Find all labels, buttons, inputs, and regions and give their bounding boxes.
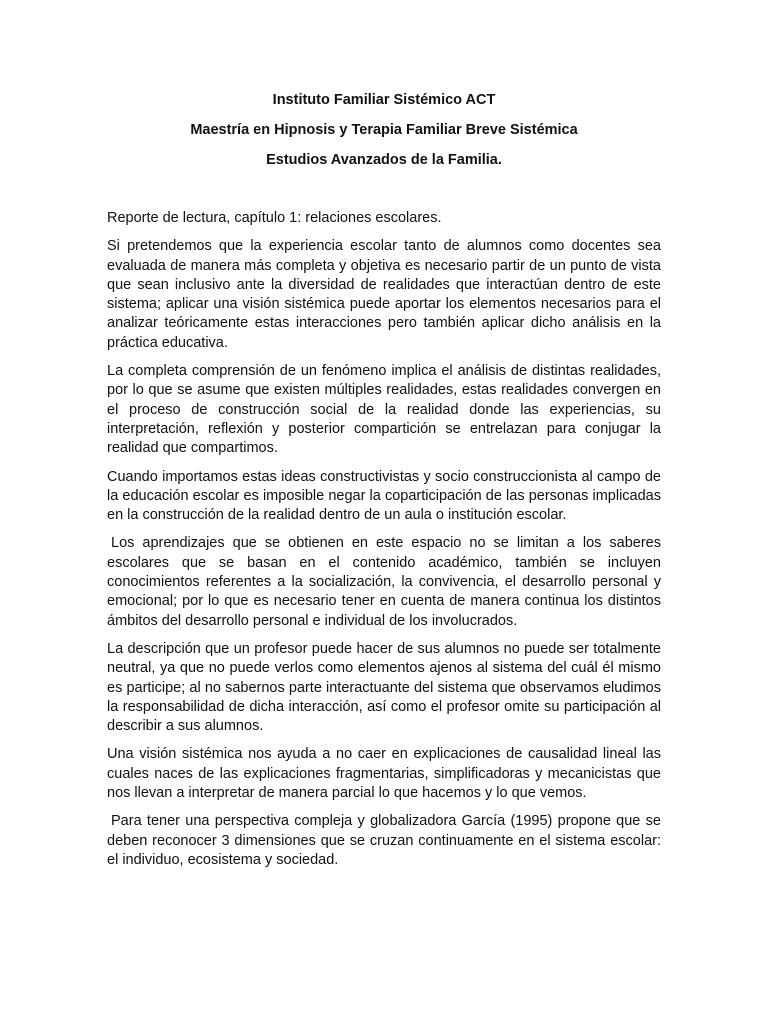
course-title: Estudios Avanzados de la Familia. xyxy=(266,152,502,168)
paragraph-7: Para tener una perspectiva compleja y globalizadora García (1995) propone que se deben reconocer 3 dimensiones que se cruzan continuamente en el sistema escolar: el individuo, ecosistema y sociedad. xyxy=(107,813,661,868)
program-title: Maestría en Hipnosis y Terapia Familiar Breve Sistémica xyxy=(190,122,578,138)
report-title: Reporte de lectura, capítulo 1: relaciones escolares. xyxy=(107,210,442,226)
document-header xyxy=(107,90,661,180)
paragraph-2: La completa comprensión de un fenómeno implica el análisis de distintas realidades, por lo que se asume que existen múltiples realidades, estas realidades convergen en el proceso de construcción social de la realidad donde las experiencias, su interpretación, reflexión y posterior compartición se entrelazan para conjugar la realidad que compartimos. xyxy=(107,363,661,457)
document-body xyxy=(107,209,661,879)
institute-title: Instituto Familiar Sistémico ACT xyxy=(272,92,496,108)
paragraph-3: Cuando importamos estas ideas constructivistas y socio construccionista al campo de la educación escolar es imposible negar la coparticipación de las personas implicadas en la construcción de la realidad dentro de un aula o institución escolar. xyxy=(107,468,661,524)
paragraph-1: Si pretendemos que la experiencia escolar tanto de alumnos como docentes sea evaluada de manera más completa y objetiva es necesario partir de un punto de vista que sean inclusivo ante la diversidad de realidades que interactúan dentro de este sistema; aplicar una visión sistémica puede aportar los elementos necesarios para el analizar teóricamente estas interacciones pero también aplicar dicho análisis en la práctica educativa. xyxy=(107,238,661,351)
paragraph-4: Los aprendizajes que se obtienen en este espacio no se limitan a los saberes escolares que se basan en el contenido académico, también se incluyen conocimientos referentes a la socialización, la convivencia, el desarrollo personal y emocional; por lo que es necesario tener en cuenta de manera continua los distintos ámbitos del desarrollo personal e individual de los involucrados. xyxy=(107,535,661,629)
paragraph-5: La descripción que un profesor puede hacer de sus alumnos no puede ser totalmente neutral, ya que no puede verlos como elementos ajenos al sistema del cuál él mismo es participe; al no sabernos parte interactuante del sistema que observamos eludimos la responsabilidad de dicha interacción, así como el profesor omite su participación al describir a sus alumnos. xyxy=(107,640,661,735)
paragraph-6: Una visión sistémica nos ayuda a no caer en explicaciones de causalidad lineal las cuales naces de las explicaciones fragmentarias, simplificadoras y mecanicistas que nos llevan a interpretar de manera parcial lo que hacemos y lo que vemos. xyxy=(107,746,661,802)
